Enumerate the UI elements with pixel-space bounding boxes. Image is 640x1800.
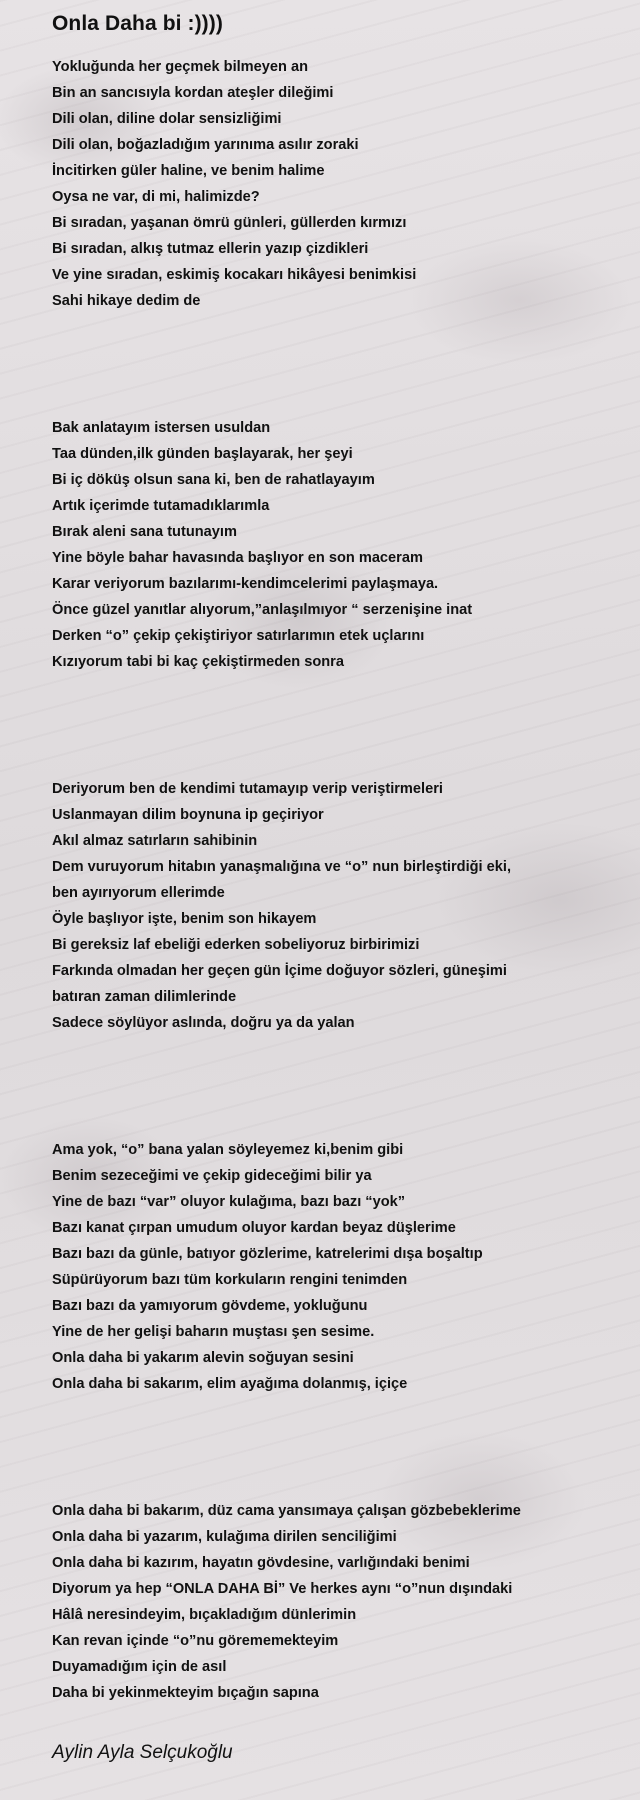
poem-stanza [52,776,632,1036]
poem-line: Dem vuruyorum hitabın yanaşmalığına ve “o” nun birleştirdiği eki, [52,859,511,875]
poem-line: Sahi hikaye dedim de [52,293,201,309]
poem-line: Süpürüyorum bazı tüm korkuların rengini tenimden [52,1272,408,1288]
poem-line: Bazı kanat çırpan umudum oluyor kardan beyaz düşlerime [52,1220,456,1236]
poem-line: Dili olan, boğazladığım yarınıma asılır zoraki [52,137,359,153]
poem-line: Yine de her gelişi baharın muştası şen sesime. [52,1324,375,1340]
poem-line: Deriyorum ben de kendimi tutamayıp verip veriştirmeleri [52,781,443,797]
poem-line: ben ayırıyorum ellerimde [52,885,225,901]
poem-line: Bazı bazı da yamıyorum gövdeme, yokluğunu [52,1298,368,1314]
poem-line: Onla daha bi sakarım, elim ayağıma dolanmış, içiçe [52,1376,408,1392]
poem-line: Diyorum ya hep “ONLA DAHA Bİ” Ve herkes aynı “o”nun dışındaki [52,1581,513,1597]
poem-page [52,12,632,1764]
poem-line: Sadece söylüyor aslında, doğru ya da yalan [52,1015,355,1031]
poem-line: Bi iç döküş olsun sana ki, ben de rahatlayayım [52,472,375,488]
poem-line: Duyamadığım için de asıl [52,1659,227,1675]
poem-line: Artık içerimde tutamadıklarımla [52,498,270,514]
poem-line: Kan revan içinde “o”nu görememekteyim [52,1633,339,1649]
poem-line: Onla daha bi yakarım alevin soğuyan sesini [52,1350,354,1366]
poem-line: Bırak aleni sana tutunayım [52,524,237,540]
poem-line: İncitirken güler haline, ve benim halime [52,163,325,179]
poem-line: Onla daha bi yazarım, kulağıma dirilen senciliğimi [52,1529,397,1545]
poem-line: Karar veriyorum bazılarımı-kendimcelerimi paylaşmaya. [52,576,439,592]
poem-line: Önce güzel yanıtlar alıyorum,”anlaşılmıyor “ serzenişine inat [52,602,473,618]
poem-line: Onla daha bi bakarım, düz cama yansımaya çalışan gözbebeklerime [52,1503,521,1519]
poem-line: Bak anlatayım istersen usuldan [52,420,271,436]
poem-line: Dili olan, diline dolar sensizliğimi [52,111,282,127]
poem-line: Ama yok, “o” bana yalan söyleyemez ki,benim gibi [52,1142,404,1158]
poem-line: Oysa ne var, di mi, halimizde? [52,189,260,205]
poem-line: Bi sıradan, yaşanan ömrü günleri, güllerden kırmızı [52,215,407,231]
poem-stanza [52,415,632,675]
poem-line: Yine böyle bahar havasında başlıyor en son maceram [52,550,423,566]
poem-line: Ve yine sıradan, eskimiş kocakarı hikâyesi benimkisi [52,267,417,283]
poem-line: Yokluğunda her geçmek bilmeyen an [52,59,309,75]
poem-line: batıran zaman dilimlerinde [52,989,237,1005]
poem-line: Bi gereksiz laf ebeliği ederken sobeliyoruz birbirimizi [52,937,420,953]
poem-author: Aylin Ayla Selçukoğlu [52,1742,233,1763]
poem-line: Kızıyorum tabi bi kaç çekiştirmeden sonra [52,654,344,670]
poem-body [52,54,632,1706]
poem-line: Derken “o” çekip çekiştiriyor satırlarımın etek uçlarını [52,628,425,644]
poem-line: Taa dünden,ilk günden başlayarak, her şeyi [52,446,353,462]
poem-line: Öyle başlıyor işte, benim son hikayem [52,911,317,927]
poem-line: Yine de bazı “var” oluyor kulağıma, bazı bazı “yok” [52,1194,406,1210]
poem-stanza [52,54,632,314]
poem-title: Onla Daha bi :)))) [52,12,223,35]
poem-line: Akıl almaz satırların sahibinin [52,833,258,849]
poem-line: Farkında olmadan her geçen gün İçime doğuyor sözleri, güneşimi [52,963,507,979]
poem-stanza [52,1498,632,1706]
poem-line: Onla daha bi kazırım, hayatın gövdesine, varlığındaki benimi [52,1555,470,1571]
poem-line: Hâlâ neresindeyim, bıçakladığım dünlerimin [52,1607,357,1623]
poem-line: Uslanmayan dilim boynuna ip geçiriyor [52,807,324,823]
poem-line: Daha bi yekinmekteyim bıçağın sapına [52,1685,319,1701]
poem-line: Bin an sancısıyla kordan ateşler dileğimi [52,85,334,101]
poem-line: Bazı bazı da günle, batıyor gözlerime, katrelerimi dışa boşaltıp [52,1246,483,1262]
poem-line: Benim sezeceğimi ve çekip gideceğimi bilir ya [52,1168,372,1184]
poem-stanza [52,1137,632,1397]
poem-line: Bi sıradan, alkış tutmaz ellerin yazıp çizdikleri [52,241,369,257]
